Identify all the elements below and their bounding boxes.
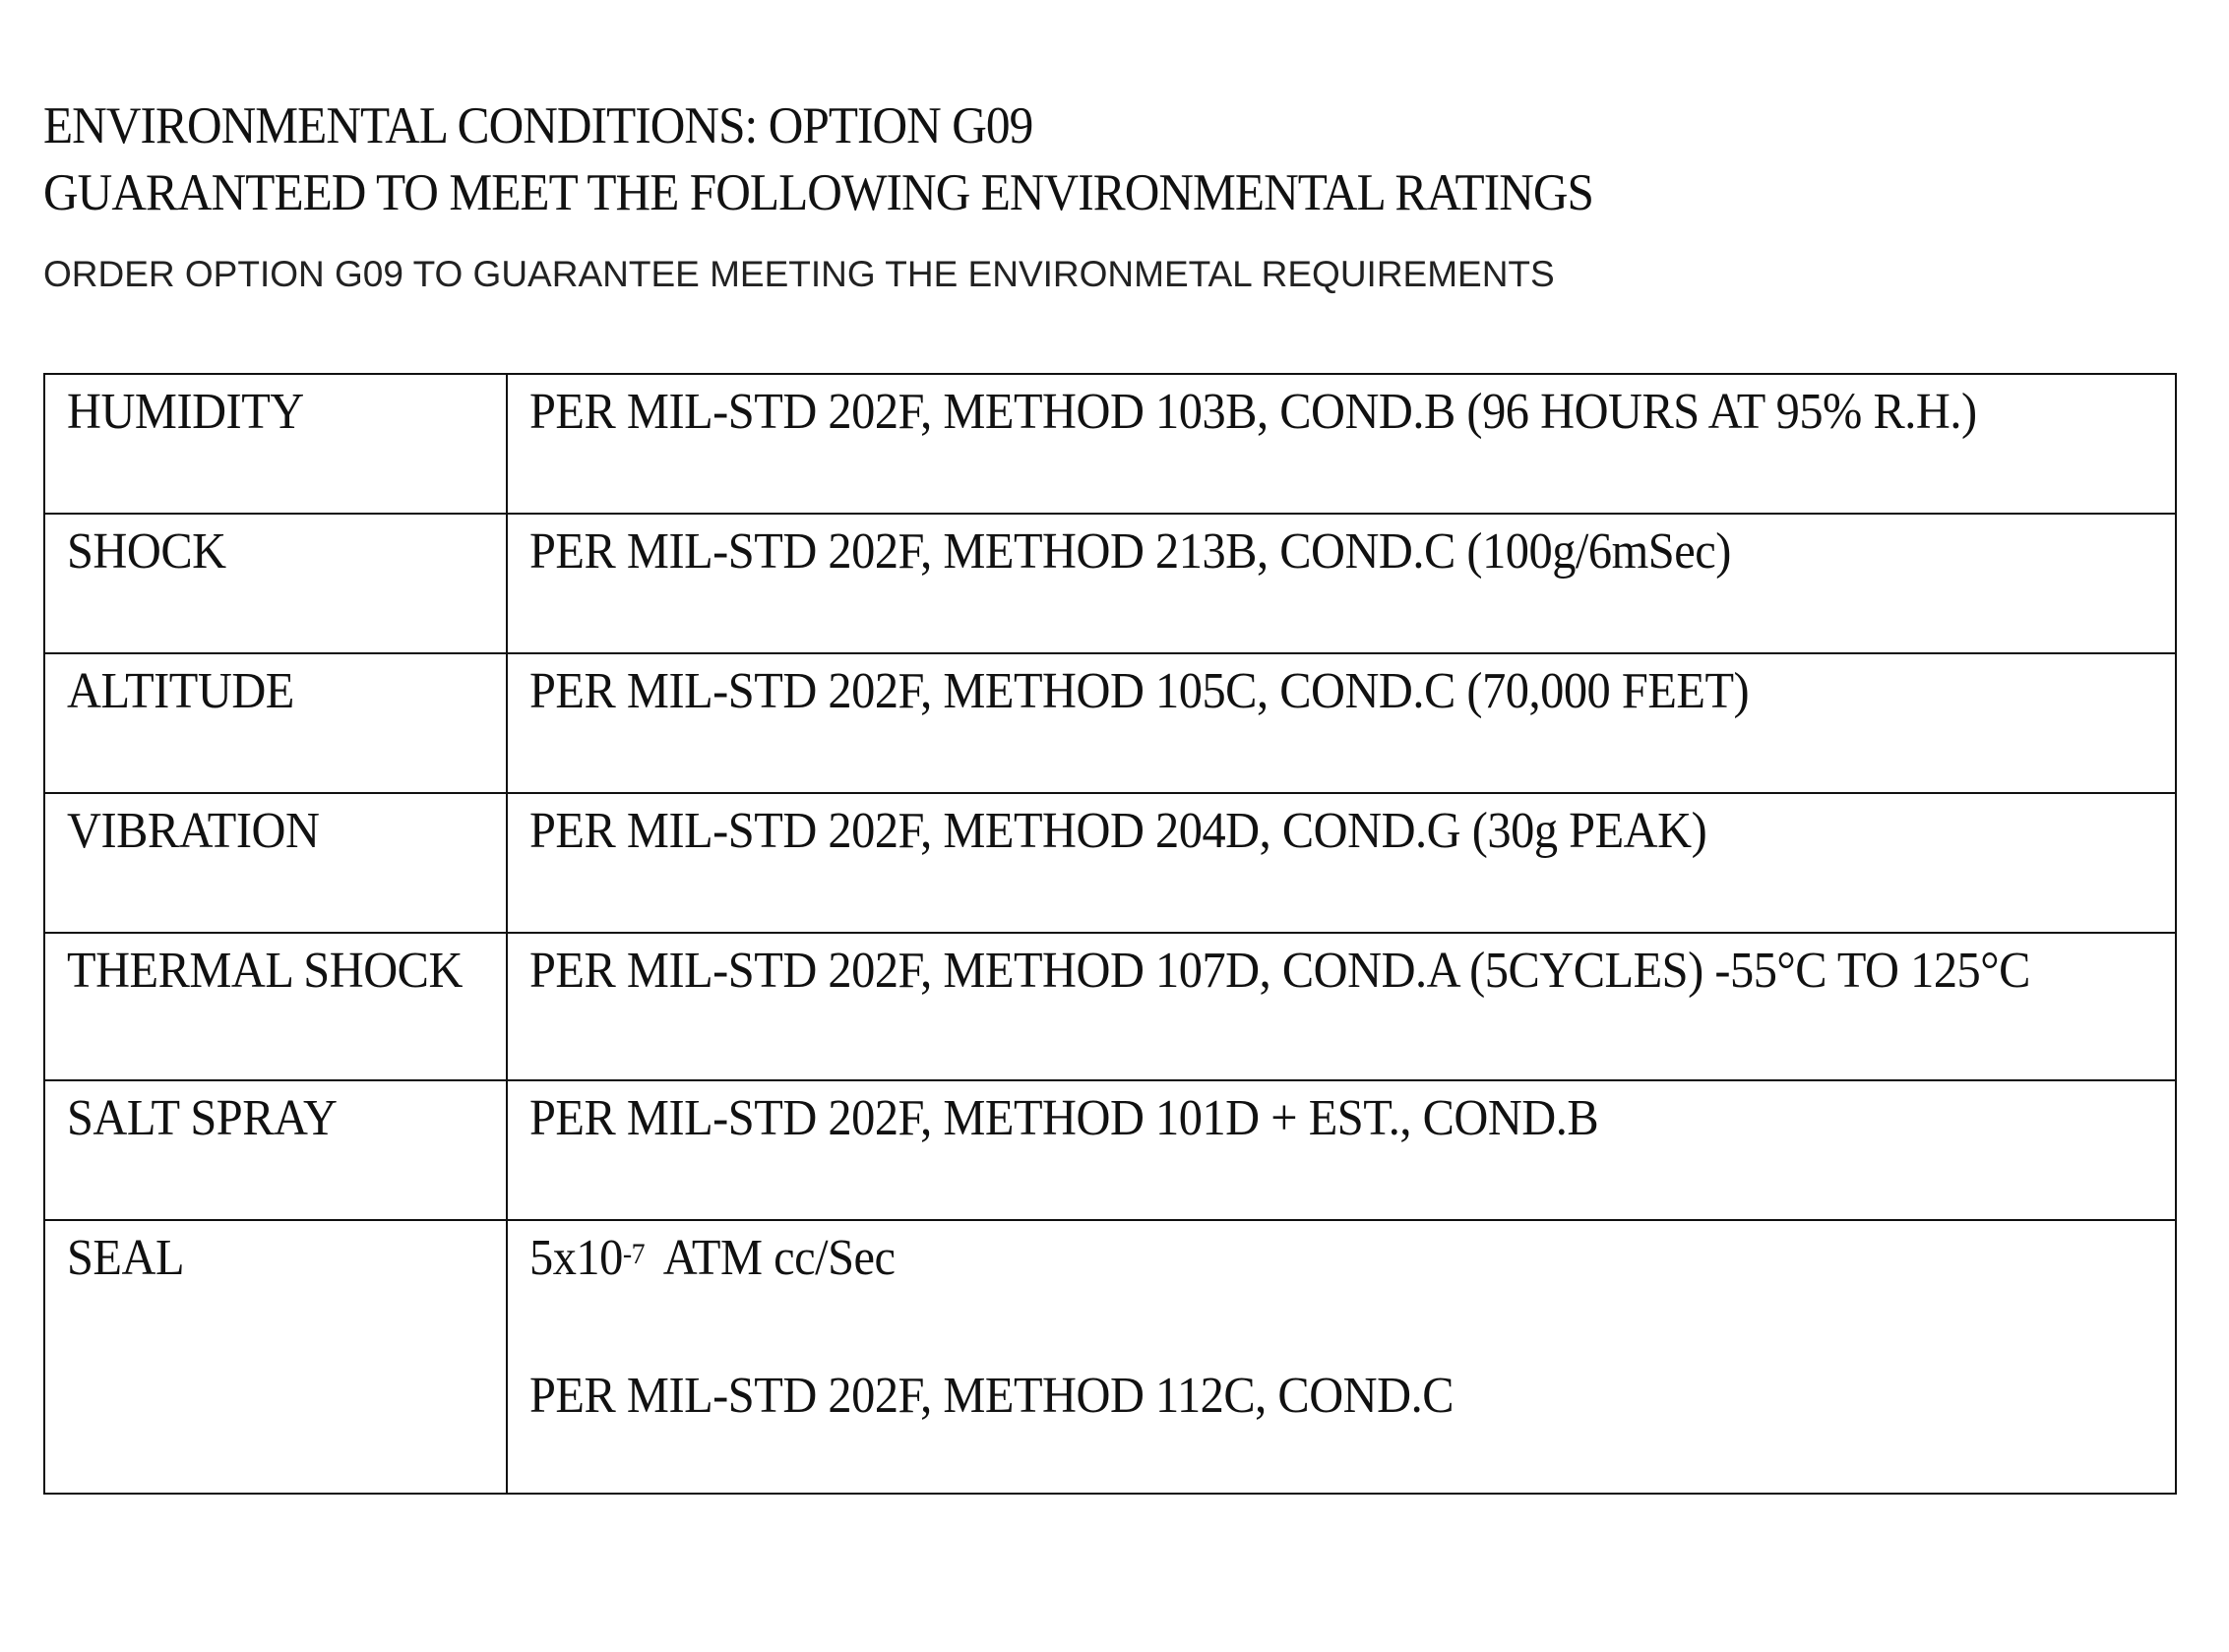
environmental-ratings-table [43,373,2177,1495]
spec-cell [507,514,2176,653]
table-row [44,1080,2176,1220]
spec-text: PER MIL-STD 202F, METHOD 107D, COND.A (5CYCLES) -55°C TO 125°C [529,943,2030,999]
table-row [44,933,2176,1080]
spec-text: PER MIL-STD 202F, METHOD 101D + EST., COND.B [529,1090,1599,1146]
spec-cell [507,1080,2176,1220]
spec-cell [507,374,2176,514]
table-row [44,514,2176,653]
leak-rate-exponent: -7 [622,1238,646,1270]
condition-label: SHOCK [67,523,226,580]
spec-cell [507,793,2176,933]
condition-label: THERMAL SHOCK [67,943,463,999]
spec-text: PER MIL-STD 202F, METHOD 213B, COND.C (100g/6mSec) [529,523,1731,580]
spec-text: PER MIL-STD 202F, METHOD 105C, COND.C (70,000 FEET) [529,663,1750,719]
document-title-line2: GUARANTEED TO MEET THE FOLLOWING ENVIRONMENTAL RATINGS [43,164,1594,221]
condition-label: SEAL [67,1230,185,1286]
condition-label: VIBRATION [67,803,320,859]
spec-cell [507,653,2176,793]
condition-label: HUMIDITY [67,384,304,440]
table-row [44,374,2176,514]
condition-cell [44,793,507,933]
condition-cell [44,1220,507,1494]
spec-text: PER MIL-STD 202F, METHOD 112C, COND.C [529,1368,1455,1424]
spec-cell [507,933,2176,1080]
document-subtitle: ORDER OPTION G09 TO GUARANTEE MEETING THE ENVIRONMETAL REQUIREMENTS [43,254,1555,294]
condition-label: ALTITUDE [67,663,294,719]
table-row [44,653,2176,793]
condition-cell [44,933,507,1080]
spec-text: PER MIL-STD 202F, METHOD 103B, COND.B (96 HOURS AT 95% R.H.) [529,384,1977,440]
condition-cell [44,1080,507,1220]
condition-cell [44,514,507,653]
spec-text: PER MIL-STD 202F, METHOD 204D, COND.G (30g PEAK) [529,803,1707,859]
document-title: ENVIRONMENTAL CONDITIONS: OPTION G09 [43,97,1033,154]
table-row [44,793,2176,933]
leak-rate [529,1229,896,1288]
condition-cell [44,653,507,793]
table-row-seal [44,1220,2176,1494]
leak-rate-unit: ATM cc/Sec [662,1230,896,1286]
condition-cell [44,374,507,514]
spec-cell [507,1220,2176,1494]
leak-rate-base: 5x10 [529,1230,623,1286]
condition-label: SALT SPRAY [67,1090,338,1146]
